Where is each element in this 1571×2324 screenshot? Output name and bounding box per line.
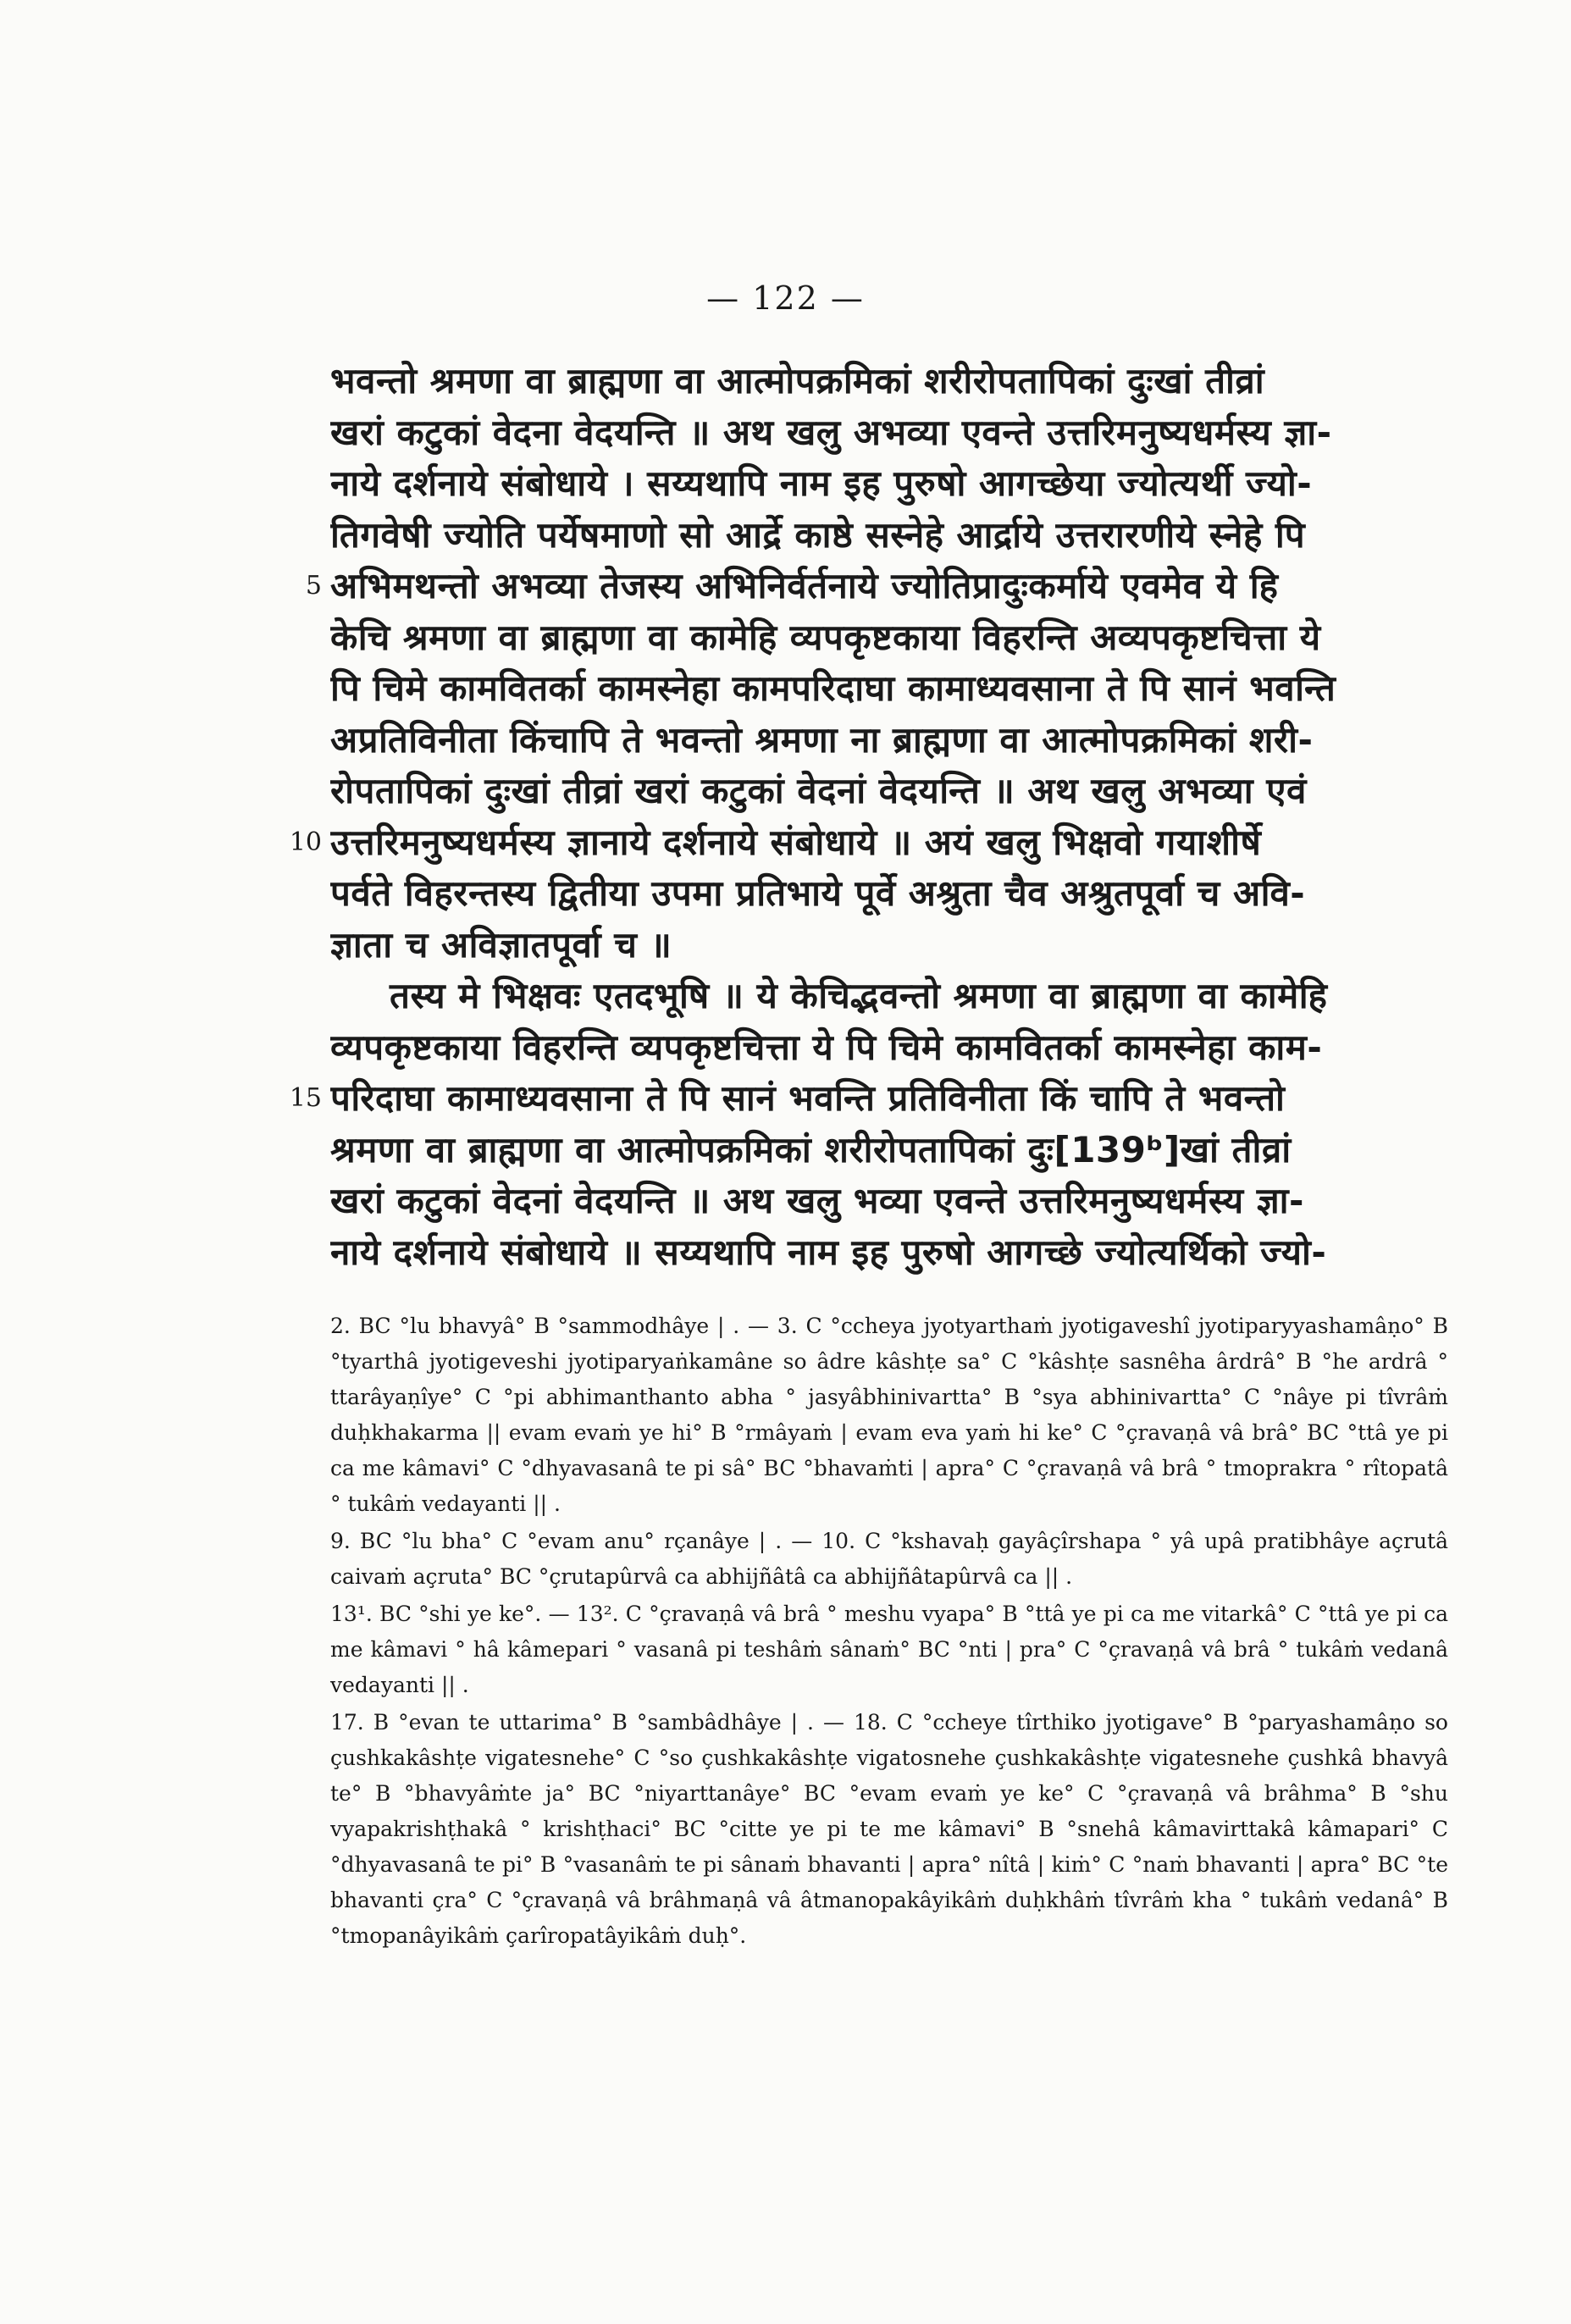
- line-text: भवन्तो श्रमणा वा ब्राह्मणा वा आत्मोपक्रमिकां शरीरोपतापिकां दुःखां तीव्रां: [330, 360, 1265, 401]
- footnote-text: 2. BC °lu bhavyâ° B °sammodhâye | . — 3. C °ccheya jyotyarthaṁ jyotigaveshî jyotiparyyashamâṇo° B °tyarthâ jyotigeveshi jyotiparyaṅkamâne so âdre kâshṭe sa° C °kâshṭe sasnêha ârdrâ° B °he ardrâ ° ttarâyaṇîye° C °pi abhimanthanto abha ° jasyâbhinivartta° B °sya abhinivartta° C °nâye pi tîvrâṁ duḥkhakarma || evam evaṁ ye hi° B °rmâyaṁ | evam eva yaṁ hi ke° C °çravaṇâ vâ brâ° BC °ttâ ye pi ca me kâmavi° C °dhyavasanâ te pi sâ° BC °bhavaṁti | apra° C °çravaṇâ vâ brâ ° tmoprakra ° rîtopatâ ° tukâṁ vedayanti || .: [330, 1314, 1448, 1516]
- footnote: [330, 1705, 1448, 1954]
- page-number: — 122 —: [706, 279, 865, 317]
- footnote-text: 9. BC °lu bha° C °evam anu° rçanâye | . — 10. C °kshavaḥ gayâçîrshapa ° yâ upâ pratibhâye açrutâ caivaṁ açruta° BC °çrutapûrvâ ca abhijñâtâ ca abhijñâtapûrvâ ca || .: [330, 1529, 1448, 1589]
- line-text: नाये दर्शनाये संबोधाये ॥ सय्यथापि नाम इह पुरुषो आगच्छे ज्योत्यर्थिको ज्यो-: [330, 1231, 1327, 1273]
- text-line: [330, 1125, 1448, 1176]
- line-text: श्रमणा वा ब्राह्मणा वा आत्मोपक्रमिकां शरीरोपतापिकां दुः[139ᵇ]खां तीव्रां: [330, 1128, 1292, 1170]
- line-text: खरां कटुकां वेदनां वेदयन्ति ॥ अथ खलु भव्या एवन्ते उत्तरिमनुष्यधर्मस्य ज्ञा-: [330, 1180, 1304, 1221]
- text-line: [330, 1176, 1448, 1227]
- line-text: व्यपकृष्टकाया विहरन्ति व्यपकृष्टचित्ता ये पि चिमे कामवितर्का कामस्नेहा काम-: [330, 1026, 1323, 1068]
- line-text: खरां कटुकां वेदना वेदयन्ति ॥ अथ खलु अभव्या एवन्ते उत्तरिमनुष्यधर्मस्य ज्ञा-: [330, 411, 1332, 453]
- line-text: पि चिमे कामवितर्का कामस्नेहा कामपरिदाघा कामाध्यवसाना ते पि सानं भवन्ति: [330, 667, 1336, 709]
- line-text: नाये दर्शनाये संबोधाये । सय्यथापि नाम इह पुरुषो आगच्छेया ज्योत्यर्थी ज्यो-: [330, 462, 1313, 504]
- text-line: [330, 817, 1448, 869]
- line-text: उत्तरिमनुष्यधर्मस्य ज्ञानाये दर्शनाये संबोधाये ॥ अयं खलु भिक्षवो गयाशीर्षे: [330, 821, 1262, 863]
- line-text: रोपतापिकां दुःखां तीव्रां खरां कटुकां वेदनां वेदयन्ति ॥ अथ खलु अभव्या एवं: [330, 770, 1307, 811]
- main-text-block: [330, 356, 1448, 1278]
- critical-apparatus: [330, 1309, 1448, 1956]
- footnote: [330, 1596, 1448, 1703]
- line-text: ज्ञाता च अविज्ञातपूर्वा च ॥: [330, 923, 672, 966]
- text-line: [330, 920, 1448, 971]
- footnote-text: 17. B °evan te uttarima° B °sambâdhâye | . — 18. C °ccheye tîrthiko jyotigave° B °paryashamâṇo so çushkakâshṭe vigatesnehe° C °so çushkakâshṭe vigatosnehe çushkakâshṭe vigatesnehe çushkâ bhavyâ te° B °bhavyâṁte ja° BC °niyarttanâye° BC °evam evaṁ ye ke° C °çravaṇâ vâ brâhma° B °shu vyapakrishṭhakâ ° krishṭhaci° BC °citte ye pi te me kâmavi° B °snehâ kâmavirttakâ kâmapari° C °dhyavasanâ te pi° B °vasanâṁ te pi sânaṁ bhavanti | apra° nîtâ | kiṁ° C °naṁ bhavanti | apra° BC °te bhavanti çra° C °çravaṇâ vâ brâhmaṇâ vâ âtmanopakâyikâṁ duḥkhâṁ tîvrâṁ kha ° tukâṁ vedanâ° B °tmopanâyikâṁ çarîropatâyikâṁ duḥ°.: [330, 1710, 1448, 1948]
- line-text: अभिमथन्तो अभव्या तेजस्य अभिनिर्वर्तनाये ज्योतिप्रादुःकर्माये एवमेव ये हि: [330, 565, 1279, 606]
- line-text: तिगवेषी ज्योति पर्येषमाणो सो आर्द्रे काष्ठे सस्नेहे आर्द्राये उत्तरारणीये स्नेहे पि: [330, 513, 1306, 556]
- line-text: पर्वते विहरन्तस्य द्वितीया उपमा प्रतिभाये पूर्वे अश्रुता चैव अश्रुतपूर्वा च अवि-: [330, 872, 1306, 914]
- text-line: [330, 971, 1448, 1022]
- text-line: [330, 458, 1448, 510]
- footnote: [330, 1309, 1448, 1522]
- text-line: [330, 561, 1448, 612]
- text-line: [330, 612, 1448, 664]
- line-text: तस्य मे भिक्षवः एतदभूषि ॥ ये केचिद्भवन्तो श्रमणा वा ब्राह्मणा वा कामेहि: [390, 975, 1328, 1016]
- footnote: [330, 1524, 1448, 1595]
- text-line: [330, 407, 1448, 459]
- line-number-10: 10: [289, 827, 322, 857]
- line-text: परिदाघा कामाध्यवसाना ते पि सानं भवन्ति प्रतिविनीता किं चापि ते भवन्तो: [330, 1077, 1286, 1119]
- text-line: [330, 663, 1448, 715]
- footnote-text: 13¹. BC °shi ye ke°. — 13². C °çravaṇâ vâ brâ ° meshu vyapa° B °ttâ ye pi ca me vitarkâ° C °ttâ ye pi ca me kâmavi ° hâ kâmepari ° vasanâ pi teshâṁ sânaṁ° BC °nti | pra° C °çravaṇâ vâ brâ ° tukâṁ vedanâ vedayanti || .: [330, 1602, 1448, 1697]
- text-line: [330, 510, 1448, 562]
- line-text: अप्रतिविनीता किंचापि ते भवन्तो श्रमणा ना ब्राह्मणा वा आत्मोपक्रमिकां शरी-: [330, 718, 1314, 761]
- text-line: [330, 1227, 1448, 1279]
- text-line: [330, 715, 1448, 766]
- line-number-5: 5: [305, 571, 322, 600]
- text-line: [330, 1073, 1448, 1125]
- line-number-15: 15: [289, 1083, 322, 1113]
- text-line: [330, 1022, 1448, 1074]
- text-line: [330, 356, 1448, 407]
- text-line: [330, 766, 1448, 817]
- text-line: [330, 868, 1448, 920]
- line-text: केचि श्रमणा वा ब्राह्मणा वा कामेहि व्यपकृष्टकाया विहरन्ति अव्यपकृष्टचित्ता ये: [330, 616, 1321, 658]
